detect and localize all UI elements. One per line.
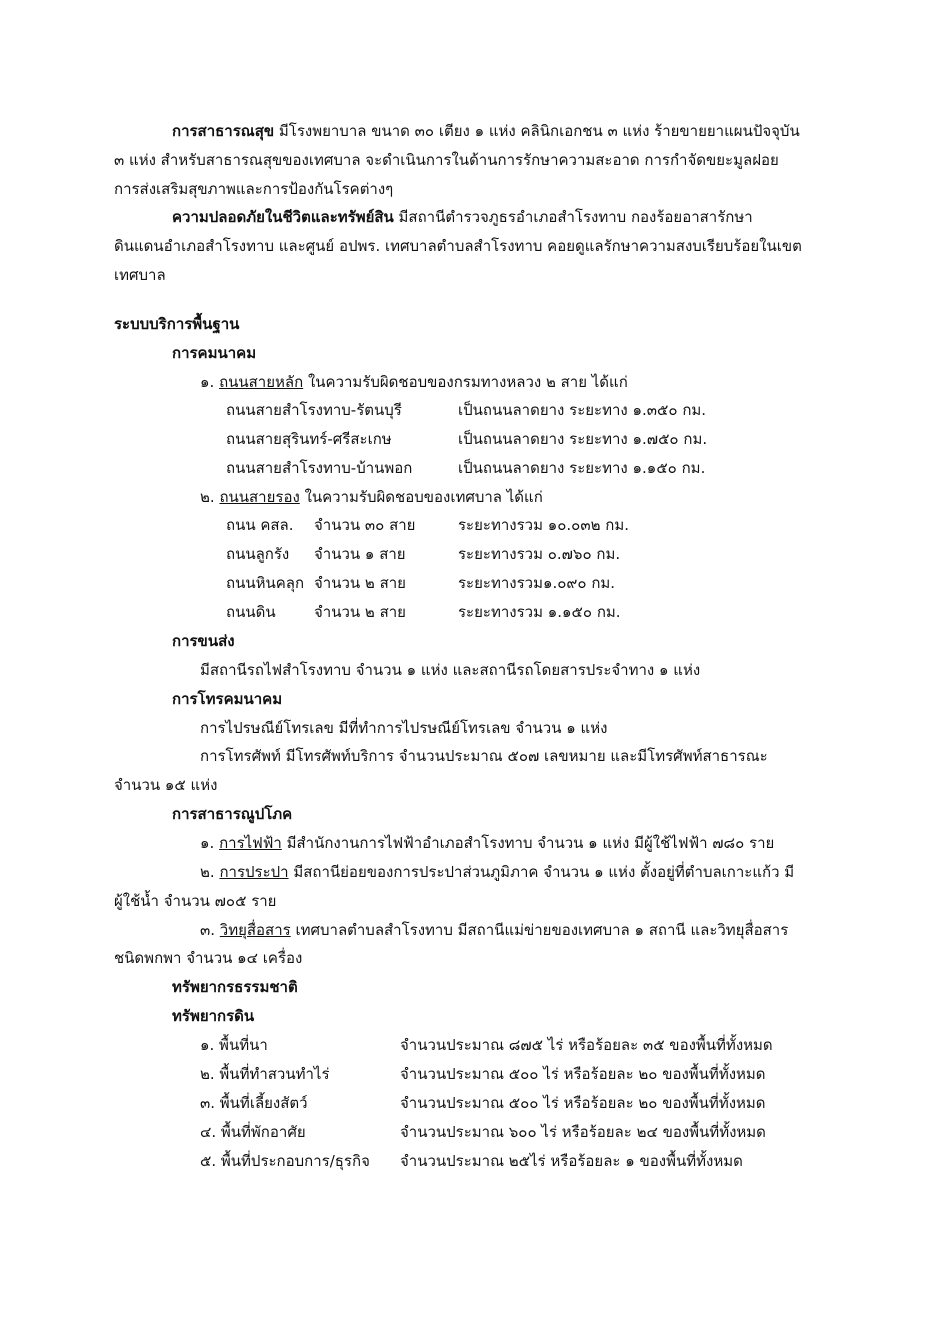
main-road-desc: เป็นถนนลาดยาง ระยะทาง ๑.๗๕๐ กม.: [458, 430, 708, 448]
main-roads-prefix: ๑.: [200, 373, 220, 391]
health-line-3: การส่งเสริมสุขภาพและการป้องกันโรคต่างๆ: [114, 180, 394, 198]
land-item-label: ๑. พื้นที่นา: [200, 1036, 268, 1054]
secondary-road-row: [226, 572, 826, 596]
transport-heading: การคมนาคม: [172, 344, 257, 362]
main-road-desc: เป็นถนนลาดยาง ระยะทาง ๑.๑๕๐ กม.: [458, 459, 706, 477]
resources-heading: ทรัพยากรธรรมชาติ: [172, 978, 298, 996]
radio-prefix: ๓.: [200, 921, 220, 939]
secondary-road-count: จำนวน ๒ สาย: [314, 603, 406, 621]
main-roads-text: ในความรับผิดชอบของกรมทางหลวง ๒ สาย ได้แก่: [303, 373, 628, 391]
secondary-road-dist: ระยะทางรวม ๐.๗๖๐ กม.: [458, 545, 621, 563]
land-item-desc: จำนวนประมาณ ๕๐๐ ไร่ หรือร้อยละ ๒๐ ของพื้นที่ทั้งหมด: [400, 1094, 766, 1112]
secondary-roads-prefix: ๒.: [200, 488, 220, 506]
safety-line-3: เทศบาล: [114, 266, 166, 284]
telecom-heading: การโทรคมนาคม: [172, 690, 283, 708]
health-line-1: [172, 120, 800, 144]
main-roads-line: [200, 371, 628, 395]
water-label: การประปา: [219, 863, 289, 881]
water-line-2: ผู้ใช้น้ำ จำนวน ๗๐๕ ราย: [114, 892, 277, 910]
land-item-desc: จำนวนประมาณ ๘๗๕ ไร่ หรือร้อยละ ๓๕ ของพื้นที่ทั้งหมด: [400, 1036, 773, 1054]
electricity-line: [200, 832, 774, 856]
secondary-road-name: ถนน คสล.: [226, 516, 294, 534]
infra-heading: ระบบบริการพื้นฐาน: [114, 315, 240, 333]
land-item: [200, 1092, 820, 1116]
secondary-road-name: ถนนลูกรัง: [226, 545, 290, 563]
secondary-road-count: จำนวน ๓๐ สาย: [314, 516, 416, 534]
secondary-road-count: จำนวน ๑ สาย: [314, 545, 406, 563]
secondary-road-row: [226, 514, 826, 538]
secondary-roads-line: [200, 486, 543, 510]
health-text-1: มีโรงพยาบาล ขนาด ๓๐ เตียง ๑ แห่ง คลินิกเอกชน ๓ แห่ง ร้ายขายยาแผนปัจจุบัน: [274, 122, 800, 140]
secondary-road-name: ถนนดิน: [226, 603, 276, 621]
water-text: มีสถานีย่อยของการประปาส่วนภูมิภาค จำนวน ๑ แห่ง ตั้งอยู่ที่ตำบลเกาะแก้ว มี: [288, 863, 795, 881]
safety-line-2: ดินแดนอำเภอสำโรงทาบ และศูนย์ อปพร. เทศบาลตำบลสำโรงทาบ คอยดูแลรักษาความสงบเรียบร้อยในเขต: [114, 237, 802, 255]
radio-text: เทศบาลตำบลสำโรงทาบ มีสถานีแม่ข่ายของเทศบาล ๑ สถานี และวิทยุสื่อสาร: [290, 921, 789, 939]
secondary-road-dist: ระยะทางรวม๑.๐๙๐ กม.: [458, 574, 616, 592]
radio-line: [200, 919, 788, 943]
shipping-heading: การขนส่ง: [172, 632, 235, 650]
telecom-line-3: จำนวน ๑๕ แห่ง: [114, 776, 218, 794]
secondary-roads-label: ถนนสายรอง: [219, 488, 300, 506]
main-road-desc: เป็นถนนลาดยาง ระยะทาง ๑.๓๕๐ กม.: [458, 401, 707, 419]
secondary-road-row: [226, 601, 826, 625]
electricity-label: การไฟฟ้า: [219, 834, 282, 852]
land-item-label: ๓. พื้นที่เลี้ยงสัตว์: [200, 1094, 308, 1112]
safety-text-1: มีสถานีตำรวจภูธรอำเภอสำโรงทาบ กองร้อยอาสารักษา: [393, 208, 753, 226]
main-road-row: [226, 399, 826, 423]
main-road-row: [226, 457, 826, 481]
land-item-label: ๒. พื้นที่ทำสวนทำไร่: [200, 1065, 330, 1083]
land-item: [200, 1034, 820, 1058]
main-road-name: ถนนสายสำโรงทาบ-รัตนบุรี: [226, 401, 402, 419]
water-line: [200, 861, 794, 885]
utilities-heading: การสาธารณูปโภค: [172, 805, 293, 823]
main-roads-label: ถนนสายหลัก: [219, 373, 304, 391]
land-item-desc: จำนวนประมาณ ๕๐๐ ไร่ หรือร้อยละ ๒๐ ของพื้นที่ทั้งหมด: [400, 1065, 766, 1083]
land-item: [200, 1150, 820, 1174]
land-item-label: ๕. พื้นที่ประกอบการ/ธุรกิจ: [200, 1152, 370, 1170]
land-heading: ทรัพยากรดิน: [172, 1007, 255, 1025]
health-line-2: ๓ แห่ง สำหรับสาธารณสุขของเทศบาล จะดำเนินการในด้านการรักษาความสะอาด การกำจัดขยะมูลฝอย: [114, 151, 779, 169]
secondary-roads-text: ในความรับผิดชอบของเทศบาล ได้แก่: [299, 488, 543, 506]
land-item: [200, 1121, 820, 1145]
secondary-road-name: ถนนหินคลุก: [226, 574, 305, 592]
land-item-desc: จำนวนประมาณ ๒๕ไร่ หรือร้อยละ ๑ ของพื้นที่ทั้งหมด: [400, 1152, 743, 1170]
land-item: [200, 1063, 820, 1087]
health-heading: การสาธารณสุข: [172, 122, 275, 140]
land-item-desc: จำนวนประมาณ ๖๐๐ ไร่ หรือร้อยละ ๒๔ ของพื้นที่ทั้งหมด: [400, 1123, 766, 1141]
secondary-road-count: จำนวน ๒ สาย: [314, 574, 406, 592]
safety-line-1: [172, 206, 753, 230]
secondary-road-dist: ระยะทางรวม ๑๐.๐๓๒ กม.: [458, 516, 629, 534]
safety-heading: ความปลอดภัยในชีวิตและทรัพย์สิน: [172, 208, 394, 226]
secondary-road-row: [226, 543, 826, 567]
main-road-name: ถนนสายสุรินทร์-ศรีสะเกษ: [226, 430, 392, 448]
telecom-line-1: การไปรษณีย์โทรเลข มีที่ทำการไปรษณีย์โทรเลข จำนวน ๑ แห่ง: [200, 719, 608, 737]
radio-line-2: ชนิดพกพา จำนวน ๑๔ เครื่อง: [114, 949, 303, 967]
main-road-row: [226, 428, 826, 452]
electricity-prefix: ๑.: [200, 834, 220, 852]
main-road-name: ถนนสายสำโรงทาบ-บ้านพอก: [226, 459, 413, 477]
radio-label: วิทยุสื่อสาร: [219, 921, 291, 939]
water-prefix: ๒.: [200, 863, 220, 881]
secondary-road-dist: ระยะทางรวม ๑.๑๕๐ กม.: [458, 603, 621, 621]
land-item-label: ๔. พื้นที่พักอาศัย: [200, 1123, 306, 1141]
electricity-text: มีสำนักงานการไฟฟ้าอำเภอสำโรงทาบ จำนวน ๑ แห่ง มีผู้ใช้ไฟฟ้า ๗๘๐ ราย: [281, 834, 775, 852]
telecom-line-2: การโทรศัพท์ มีโทรศัพท์บริการ จำนวนประมาณ ๕๐๗ เลขหมาย และมีโทรศัพท์สาธารณะ: [200, 747, 768, 765]
shipping-text: มีสถานีรถไฟสำโรงทาบ จำนวน ๑ แห่ง และสถานีรถโดยสารประจำทาง ๑ แห่ง: [200, 661, 701, 679]
